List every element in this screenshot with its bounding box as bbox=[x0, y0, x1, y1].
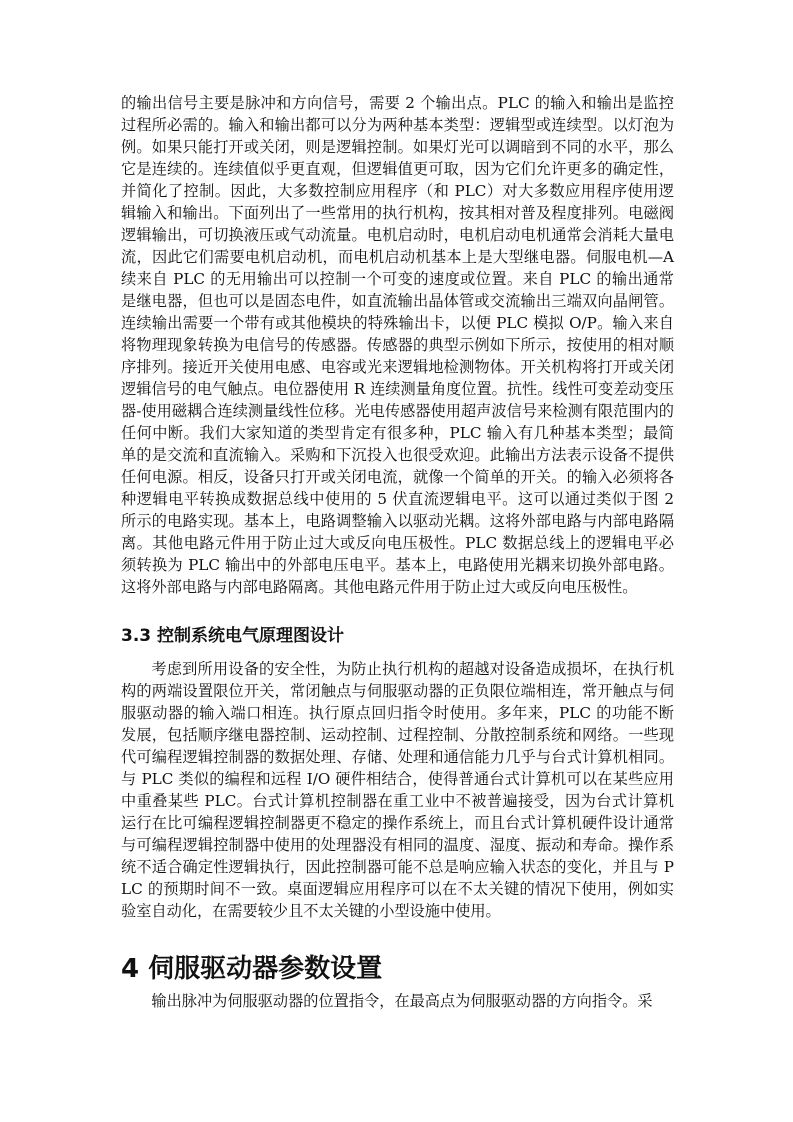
chapter-heading-4: 4 伺服驱动器参数设置 bbox=[121, 954, 383, 984]
body-paragraph-servo-params: 输出脉冲为伺服驱动器的位置指令，在最高点为伺服驱动器的方向指令。采 bbox=[151, 992, 653, 1010]
body-paragraph-plc-io: 的输出信号主要是脉冲和方向信号，需要 2 个输出点。PLC 的输入和输出是监控过程所必需的。输入和输出都可以分为两种基本类型：逻辑型或连续型。以灯泡为例。如果只能打开或关闭，则是逻辑控制。如果灯光可以调暗到不同的水平，那么它是连续的。连续值似乎更直观，但逻辑值更可取，因为它们允许更多的确定性，并简化了控制。因此，大多数控制应用程序（和 PLC）对大多数应用程序使用逻辑输入和输出。下面列出了一些常用的执行机构，按其相对普及程度排列。电磁阀逻辑输出，可切换液压或气动流量。电机启动时，电机启动电机通常会消耗大量电流，因此它们需要电机启动机，而电机启动机基本上是大型继电器。伺服电机—A 续来自 PLC 的无用输出可以控制一个可变的速度或位置。来自 PLC 的输出通常是继电器，但也可以是固态电件，如直流输出晶体管或交流输出三端双向晶闸管。连续输出需要一个带有或其他模块的特殊输出卡，以便 PLC 模拟 O/P。输入来自将物理现象转换为电信号的传感器。传感器的典型示例如下所示，按使用的相对顺序排列。接近开关使用电感、电容或光来逻辑地检测物体。开关机构将打开或关闭逻辑信号的电气触点。电位器使用 R 连续测量角度位置。抗性。线性可变差动变压器-使用磁耦合连续测量线性位移。光电传感器使用超声波信号来检测有限范围内的任何中断。我们大家知道的类型肯定有很多种，PLC 输入有几种基本类型；最简单的是交流和直流输入。采购和下沉投入也很受欢迎。此输出方法表示设备不提供任何电源。相反，设备只打开或关闭电流，就像一个简单的开关。的输入必须将各种逻辑电平转换成数据总线中使用的 5 伏直流逻辑电平。这可以通过类似于图 2 所示的电路实现。基本上，电路调整输入以驱动光耦。这将外部电路与内部电路隔离。其他电路元件用于防止过大或反向电压极性。PLC 数据总线上的逻辑电平必须转换为 PLC 输出中的外部电压电平。基本上，电路使用光耦来切换外部电路。这将外部电路与内部电路隔离。其他电路元件用于防止过大或反向电压极性。 bbox=[121, 94, 674, 596]
document-page bbox=[121, 92, 674, 1012]
body-paragraph-electrical-design: 考虑到所用设备的安全性，为防止执行机构的超越对设备造成损坏，在执行机构的两端设置限位开关，常闭触点与伺服驱动器的正负限位端相连，常开触点与伺服驱动器的输入端口相连。执行原点回归指令时使用。多年来，PLC 的功能不断发展，包括顺序继电器控制、运动控制、过程控制、分散控制系统和网络。一些现代可编程逻辑控制器的数据处理、存储、处理和通信能力几乎与台式计算机相同。与 PLC 类似的编程和远程 I/O 硬件相结合，使得普通台式计算机可以在某些应用中重叠某些 PLC。台式计算机控制器在重工业中不被普遍接受，因为台式计算机运行在比可编程逻辑控制器更不稳定的操作系统上，而且台式计算机硬件设计通常与可编程逻辑控制器中使用的处理器没有相同的温度、湿度、振动和寿命。操作系统不适合确定性逻辑执行，因此控制器可能不总是响应输入状态的变化，并且与 PLC 的预期时间不一致。桌面逻辑应用程序可以在不太关键的情况下使用，例如实验室自动化，在需要较少且不太关键的小型设施中使用。 bbox=[121, 660, 674, 920]
section-heading-3-3: 3.3 控制系统电气原理图设计 bbox=[121, 626, 345, 646]
